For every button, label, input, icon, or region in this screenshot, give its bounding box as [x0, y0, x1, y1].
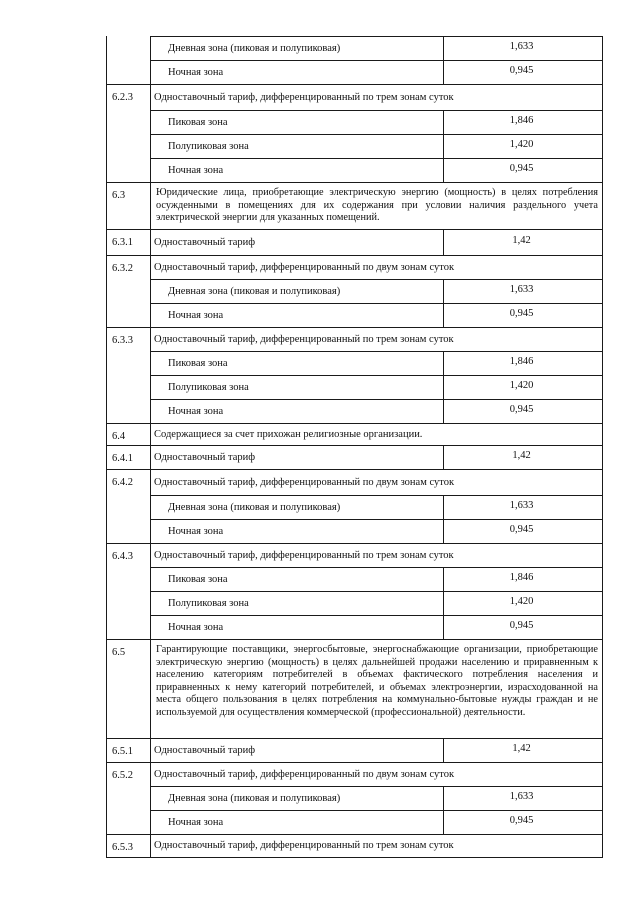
tariff-value: 1,633: [509, 790, 534, 802]
row-divider: [106, 738, 603, 739]
row-label: Дневная зона (пиковая и полупиковая): [168, 285, 341, 297]
row-number: 6.5.2: [112, 770, 133, 781]
row-divider: [106, 327, 603, 328]
table-border-right: [602, 36, 603, 857]
row-label: Пиковая зона: [168, 116, 228, 128]
row-description: Юридические лица, приобретающие электрическую энергию (мощность) в целях потребления осужденными в помещениях для их содержания при условии наличия раздельного учета электрической энергии для указанных помещений.: [156, 187, 598, 224]
row-label: Дневная зона (пиковая и полупиковая): [168, 792, 341, 804]
tariff-value: 0,945: [509, 162, 534, 174]
row-divider: [150, 110, 603, 111]
row-number: 6.3.2: [112, 263, 133, 274]
row-divider: [150, 375, 603, 376]
row-divider: [106, 84, 603, 85]
row-label: Одноставочный тариф, дифференцированный по двум зонам суток: [154, 261, 455, 273]
row-label: Одноставочный тариф: [154, 744, 256, 756]
row-divider: [150, 399, 603, 400]
row-label: Одноставочный тариф: [154, 236, 256, 248]
row-divider: [150, 810, 603, 811]
row-label: Одноставочный тариф, дифференцированный по трем зонам суток: [154, 840, 454, 851]
tariff-value: 1,846: [509, 114, 534, 126]
row-number: 6.3.1: [112, 237, 133, 248]
row-divider: [106, 762, 603, 763]
row-divider: [150, 158, 603, 159]
row-label: Ночная зона: [168, 816, 224, 828]
row-divider: [150, 134, 603, 135]
row-divider: [150, 567, 603, 568]
row-divider: [106, 639, 603, 640]
row-label: Дневная зона (пиковая и полупиковая): [168, 42, 341, 54]
row-divider: [150, 279, 603, 280]
tariff-value: 1,42: [512, 742, 531, 754]
tariff-value: 1,846: [509, 355, 534, 367]
row-label: Ночная зона: [168, 66, 224, 78]
tariff-value: 1,42: [512, 449, 531, 461]
row-label: Одноставочный тариф: [154, 451, 256, 463]
row-number: 6.2.3: [112, 92, 133, 103]
row-label: Дневная зона (пиковая и полупиковая): [168, 501, 341, 513]
tariff-value: 1,846: [509, 571, 534, 583]
row-label: Полупиковая зона: [168, 597, 249, 609]
table-border-left: [106, 36, 107, 857]
tariff-value: 1,633: [509, 283, 534, 295]
row-divider: [150, 519, 603, 520]
row-divider: [106, 445, 603, 446]
row-label: Содержащиеся за счет прихожан религиозные организации.: [154, 428, 423, 440]
tariff-value: 0,945: [509, 619, 534, 631]
tariff-value: 1,42: [512, 234, 531, 246]
row-label: Полупиковая зона: [168, 381, 249, 393]
row-divider: [150, 303, 603, 304]
tariff-value: 0,945: [509, 64, 534, 76]
tariff-value: 0,945: [509, 814, 534, 826]
row-label: Одноставочный тариф, дифференцированный по трем зонам суток: [154, 549, 454, 561]
row-divider: [150, 495, 603, 496]
tariff-value: 1,633: [509, 499, 534, 511]
row-label: Пиковая зона: [168, 573, 228, 585]
row-divider: [106, 255, 603, 256]
tariff-value: 1,420: [509, 595, 534, 607]
tariff-value: 1,420: [509, 138, 534, 150]
table-border-bottom: [106, 857, 603, 858]
row-number: 6.3: [112, 190, 126, 201]
row-label: Ночная зона: [168, 164, 224, 176]
row-number: 6.4.3: [112, 551, 133, 562]
row-divider: [106, 182, 603, 183]
row-divider: [106, 469, 603, 470]
tariff-value: 0,945: [509, 307, 534, 319]
row-divider: [150, 591, 603, 592]
row-label: Одноставочный тариф, дифференцированный по двум зонам суток: [154, 476, 455, 488]
row-label: Ночная зона: [168, 405, 224, 417]
tariff-value: 0,945: [509, 523, 534, 535]
row-label: Ночная зона: [168, 525, 224, 537]
row-number: 6.3.3: [112, 335, 133, 346]
row-divider: [106, 543, 603, 544]
row-divider: [150, 351, 603, 352]
row-label: Пиковая зона: [168, 357, 228, 369]
row-divider: [150, 786, 603, 787]
row-label: Полупиковая зона: [168, 140, 249, 152]
tariff-value: 1,420: [509, 379, 534, 391]
row-description: Гарантирующие поставщики, энергосбытовые, энергоснабжающие организации, приобретающие электрическую энергию (мощность) в целях дальнейшей продажи населению и приравненным к населению категориям потребителей в объемах фактического потребления населения и приравненных к нему категорий потребителей, и объемах электроэнергии, израсходованной на места общего пользования в целях потребления на коммунально-бытовые нужды граждан и не используемой для осуществления коммерческой (профессиональной) деятельности.: [156, 644, 598, 718]
tariff-value: 0,945: [509, 403, 534, 415]
row-label: Ночная зона: [168, 309, 224, 321]
row-divider: [150, 615, 603, 616]
row-number: 6.4: [112, 431, 126, 442]
row-label: Одноставочный тариф, дифференцированный по двум зонам суток: [154, 768, 455, 780]
row-divider: [106, 834, 603, 835]
row-label: Одноставочный тариф, дифференцированный по трем зонам суток: [154, 91, 454, 103]
row-number: 6.5: [112, 647, 126, 658]
row-divider: [150, 60, 603, 61]
row-label: Ночная зона: [168, 621, 224, 633]
table-border-number-column: [150, 36, 151, 857]
row-number: 6.5.3: [112, 842, 133, 853]
row-number: 6.5.1: [112, 746, 133, 757]
row-divider: [106, 423, 603, 424]
row-label: Одноставочный тариф, дифференцированный по трем зонам суток: [154, 333, 454, 345]
tariff-value: 1,633: [509, 40, 534, 52]
row-number: 6.4.2: [112, 477, 133, 488]
row-divider: [150, 36, 603, 37]
row-divider: [106, 229, 603, 230]
row-number: 6.4.1: [112, 453, 133, 464]
